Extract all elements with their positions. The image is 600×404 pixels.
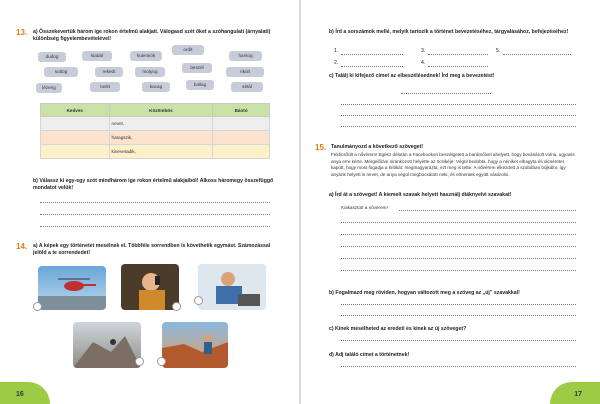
answer-line[interactable] <box>341 340 576 341</box>
table-answer-cell[interactable] <box>213 145 270 159</box>
exercise-14b-text: b) Írd a sorszámok mellé, melyik tartozik a történet bevezetéséhez, tárgyalásához, befejezéséhez! <box>329 29 569 35</box>
word-tag: kacag <box>142 82 170 92</box>
page-number-left: 16 <box>16 391 24 398</box>
title-answer-line[interactable] <box>401 93 491 94</box>
order-number-circle[interactable] <box>33 302 42 311</box>
answer-line[interactable] <box>341 115 576 116</box>
classification-table <box>40 103 270 159</box>
word-tag: suttog <box>44 67 78 77</box>
canyon-hiker-image <box>162 322 228 368</box>
answer-line[interactable] <box>341 304 576 305</box>
photo-laptop <box>198 264 266 310</box>
exercise-15c-text: c) Kinek mesélheted az eredeti és kinek az új szöveget? <box>329 326 467 332</box>
word-tag: ballag <box>186 80 214 90</box>
page-corner-decoration <box>0 382 50 404</box>
exercise-15a-text: a) Írd át a szöveget! A kiemelt szavak helyett használj diáknyelvi szavakat! <box>329 192 512 198</box>
exercise-15a-starter: Kiakasztott a nővérem! <box>341 205 388 210</box>
word-tag: kiabál <box>82 51 112 61</box>
order-number-circle[interactable] <box>194 296 203 305</box>
word-tag: ordít <box>172 45 204 55</box>
answer-line[interactable] <box>341 66 403 67</box>
order-label-5: 5. <box>496 48 501 54</box>
table-row-label: kinevetadik, <box>109 145 213 159</box>
answer-line[interactable] <box>399 210 576 211</box>
table-header-banto: Bántó <box>213 104 270 117</box>
order-label-3: 3. <box>421 48 426 54</box>
answer-line[interactable] <box>428 54 488 55</box>
photo-climbing <box>73 322 141 368</box>
exercise-15-number: 15. <box>315 143 327 152</box>
word-tag: harsog <box>229 51 262 61</box>
exercise-15d-text: d) Adj találó címet a történetnek! <box>329 352 410 358</box>
answer-line[interactable] <box>341 315 576 316</box>
answer-line[interactable] <box>503 54 571 55</box>
person-laptop-image <box>198 264 266 310</box>
person-phone-image <box>121 264 179 310</box>
exercise-15-passage: Feldicsőült a nővérem! Egész délután a Facebookon beszélgetett a barátnőivel ahelyett, hogy bevásárolt volna, ugyanis anya erre kérte. Mérgelődve siránkozott helyette az öcsikéje. Végül bedobta, hogy a néniket elhagyta és dicséretet kapott, hogy most fogadja a kritikát: megmagyarázta, ezt meg is tette. A nővérem elkezdett a szobában bújkálni, így anyánk helyett is nevet, de anya végül megbocsátott neki, és elmentek együtt vásárolni. <box>331 152 575 177</box>
word-tag: rikolt <box>226 67 264 77</box>
exercise-14c-text: c) Találj ki kifejező címet az elbeszélésednek! Írd meg a bevezetést! <box>329 73 495 79</box>
word-tag: sétál <box>231 82 263 92</box>
photo-phone-call <box>121 264 179 310</box>
page-number-right: 17 <box>574 391 582 398</box>
exercise-14-number: 14. <box>16 242 28 251</box>
word-tag: üvölt <box>90 82 120 92</box>
answer-line[interactable] <box>341 234 576 235</box>
exercise-13-number: 13. <box>16 28 28 37</box>
table-answer-cell[interactable] <box>213 131 270 145</box>
helicopter-image <box>38 266 106 310</box>
answer-line[interactable] <box>341 366 576 367</box>
answer-line[interactable] <box>40 226 270 227</box>
photo-helicopter <box>38 266 106 310</box>
order-number-circle[interactable] <box>157 357 166 366</box>
answer-line[interactable] <box>40 214 270 215</box>
answer-line[interactable] <box>341 222 576 223</box>
order-label-2: 2. <box>334 60 339 66</box>
order-label-4: 4. <box>421 60 426 66</box>
order-label-1: 1. <box>334 48 339 54</box>
word-tag: lézeng <box>36 83 62 93</box>
order-number-circle[interactable] <box>135 357 144 366</box>
exercise-14a-text: a) A képek egy történetet mesélnek el. Többféle sorrendben is követhetik egymást. Számozással jelöld a te sorrendedet! <box>33 243 271 256</box>
left-page <box>0 0 299 404</box>
answer-line[interactable] <box>341 54 403 55</box>
answer-line[interactable] <box>341 104 576 105</box>
exercise-13a-text: a) Összekevertük három ige rokon értelmű alakjait. Válogasd szét őket a szóhangulati (árnyalati) különbség figyelembevételével! <box>33 29 271 42</box>
exercise-15b-text: b) Fogalmazd meg röviden, hogyan változott meg a szöveg az „új” szavakkal! <box>329 290 520 296</box>
answer-line[interactable] <box>341 270 576 271</box>
table-answer-cell[interactable] <box>213 117 270 131</box>
word-tag: hulemiók <box>130 51 162 61</box>
table-header-kozombos: Közömbös <box>109 104 213 117</box>
word-tag: dudog <box>38 52 66 62</box>
word-tag: rekedt <box>95 67 123 77</box>
table-row-label: nevet, <box>109 117 213 131</box>
answer-line[interactable] <box>428 66 488 67</box>
answer-line[interactable] <box>341 246 576 247</box>
photo-canyon <box>162 322 228 368</box>
answer-line[interactable] <box>341 258 576 259</box>
exercise-15-title: Tanulmányozd a következő szöveget! <box>331 144 424 150</box>
answer-line[interactable] <box>341 126 576 127</box>
climber-image <box>73 322 141 368</box>
table-header-kedves: Kedves <box>41 104 110 117</box>
order-number-circle[interactable] <box>172 302 181 311</box>
right-page <box>301 0 600 404</box>
word-tag: beszél <box>182 63 212 73</box>
exercise-13b-text: b) Válassz ki egy-egy szót mindhárom ige rokon értelmű alakjaiból! Alkoss háromegy összefüggő mondatot velük! <box>33 178 274 191</box>
table-row-label: haragszik, <box>109 131 213 145</box>
answer-line[interactable] <box>40 202 270 203</box>
word-tag: motyog <box>135 67 165 77</box>
